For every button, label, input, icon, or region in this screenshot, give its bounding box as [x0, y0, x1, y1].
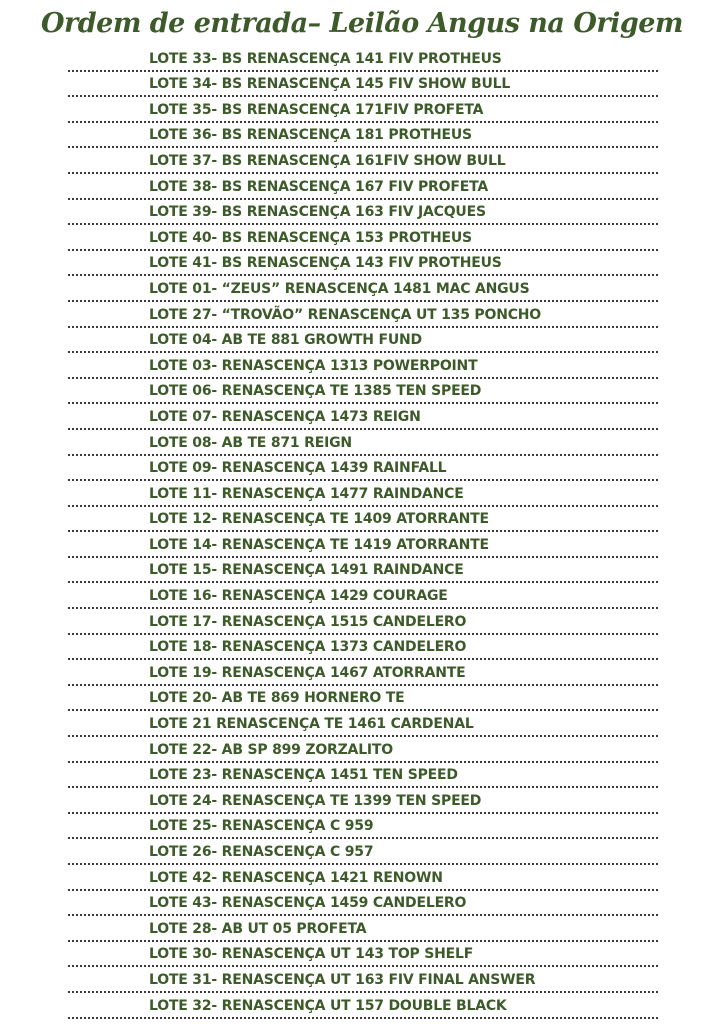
lot-label: LOTE 23- RENASCENÇA 1451 TEN SPEED — [149, 767, 458, 784]
list-item — [68, 532, 658, 558]
lot-label: LOTE 11- RENASCENÇA 1477 RAINDANCE — [149, 485, 464, 502]
lot-label: LOTE 35- BS RENASCENÇA 171FIV PROFETA — [149, 101, 484, 118]
list-item — [68, 328, 658, 354]
list-item — [68, 763, 658, 789]
lot-label: LOTE 19- RENASCENÇA 1467 ATORRANTE — [149, 664, 466, 681]
lot-label: LOTE 16- RENASCENÇA 1429 COURAGE — [149, 588, 448, 605]
list-item — [68, 456, 658, 482]
lot-label: LOTE 06- RENASCENÇA TE 1385 TEN SPEED — [149, 383, 482, 400]
list-item — [68, 251, 658, 277]
lot-label: LOTE 34- BS RENASCENÇA 145 FIV SHOW BULL — [149, 76, 511, 93]
list-item — [68, 302, 658, 328]
lot-label: LOTE 43- RENASCENÇA 1459 CANDELERO — [149, 895, 467, 912]
lot-label: LOTE 22- AB SP 899 ZORZALITO — [149, 741, 393, 758]
lot-label: LOTE 36- BS RENASCENÇA 181 PROTHEUS — [149, 127, 472, 144]
lot-label: LOTE 24- RENASCENÇA TE 1399 TEN SPEED — [149, 792, 482, 809]
list-item — [68, 353, 658, 379]
list-item — [68, 430, 658, 456]
list-item — [68, 635, 658, 661]
list-item — [68, 839, 658, 865]
lot-label: LOTE 21 RENASCENÇA TE 1461 CARDENAL — [149, 716, 474, 733]
lot-label: LOTE 37- BS RENASCENÇA 161FIV SHOW BULL — [149, 152, 506, 169]
lot-label: LOTE 26- RENASCENÇA C 957 — [149, 844, 374, 860]
lot-label: LOTE 40- BS RENASCENÇA 153 PROTHEUS — [149, 229, 472, 246]
lot-list — [68, 46, 658, 1019]
lot-label: LOTE 15- RENASCENÇA 1491 RAINDANCE — [149, 562, 464, 579]
list-item — [68, 609, 658, 635]
list-item — [68, 200, 658, 226]
lot-label: LOTE 01- “ZEUS” RENASCENÇA 1481 MAC ANGUS — [149, 280, 530, 297]
lot-label: LOTE 38- BS RENASCENÇA 167 FIV PROFETA — [149, 178, 488, 195]
list-item — [68, 72, 658, 98]
list-item — [68, 225, 658, 251]
lot-label: LOTE 09- RENASCENÇA 1439 RAINFALL — [149, 460, 447, 477]
lot-label: LOTE 32- RENASCENÇA UT 157 DOUBLE BLACK — [149, 997, 507, 1014]
list-item — [68, 967, 658, 993]
list-item — [68, 737, 658, 763]
lot-label: LOTE 30- RENASCENÇA UT 143 TOP SHELF — [149, 946, 474, 963]
list-item — [68, 711, 658, 737]
lot-label: LOTE 03- RENASCENÇA 1313 POWERPOINT — [149, 357, 478, 374]
list-item — [68, 379, 658, 405]
list-item — [68, 993, 658, 1019]
lot-label: LOTE 17- RENASCENÇA 1515 CANDELERO — [149, 613, 467, 630]
lot-label: LOTE 04- AB TE 881 GROWTH FUND — [149, 332, 422, 349]
list-item — [68, 583, 658, 609]
list-item — [68, 558, 658, 584]
list-item — [68, 276, 658, 302]
list-item — [68, 865, 658, 891]
list-item — [68, 481, 658, 507]
list-item — [68, 686, 658, 712]
lot-label: LOTE 08- AB TE 871 REIGN — [149, 434, 352, 451]
lot-label: LOTE 18- RENASCENÇA 1373 CANDELERO — [149, 639, 467, 656]
lot-label: LOTE 20- AB TE 869 HORNERO TE — [149, 690, 405, 707]
list-item — [68, 916, 658, 942]
list-item — [68, 46, 658, 72]
list-item — [68, 660, 658, 686]
lot-label: LOTE 41- BS RENASCENÇA 143 FIV PROTHEUS — [149, 255, 502, 272]
list-item — [68, 507, 658, 533]
list-item — [68, 891, 658, 917]
list-item — [68, 148, 658, 174]
lot-label: LOTE 39- BS RENASCENÇA 163 FIV JACQUES — [149, 204, 486, 221]
page-title: Ordem de entrada– Leilão Angus na Origem — [41, 8, 683, 39]
lot-label: LOTE 12- RENASCENÇA TE 1409 ATORRANTE — [149, 511, 489, 528]
lot-label: LOTE 07- RENASCENÇA 1473 REIGN — [149, 408, 421, 425]
list-item — [68, 123, 658, 149]
lot-label: LOTE 27- “TROVÃO” RENASCENÇA UT 135 PONCHO — [149, 306, 542, 323]
lot-label: LOTE 31- RENASCENÇA UT 163 FIV FINAL ANSWER — [149, 971, 536, 988]
lot-label: LOTE 25- RENASCENÇA C 959 — [149, 818, 374, 835]
list-item — [68, 814, 658, 840]
lot-label: LOTE 42- RENASCENÇA 1421 RENOWN — [149, 869, 443, 886]
lot-label: LOTE 28- AB UT 05 PROFETA — [149, 920, 367, 937]
list-item — [68, 97, 658, 123]
list-item — [68, 788, 658, 814]
list-item — [68, 174, 658, 200]
lot-label: LOTE 33- BS RENASCENÇA 141 FIV PROTHEUS — [149, 50, 502, 67]
lot-label: LOTE 14- RENASCENÇA TE 1419 ATORRANTE — [149, 536, 489, 553]
list-item — [68, 942, 658, 968]
list-item — [68, 404, 658, 430]
